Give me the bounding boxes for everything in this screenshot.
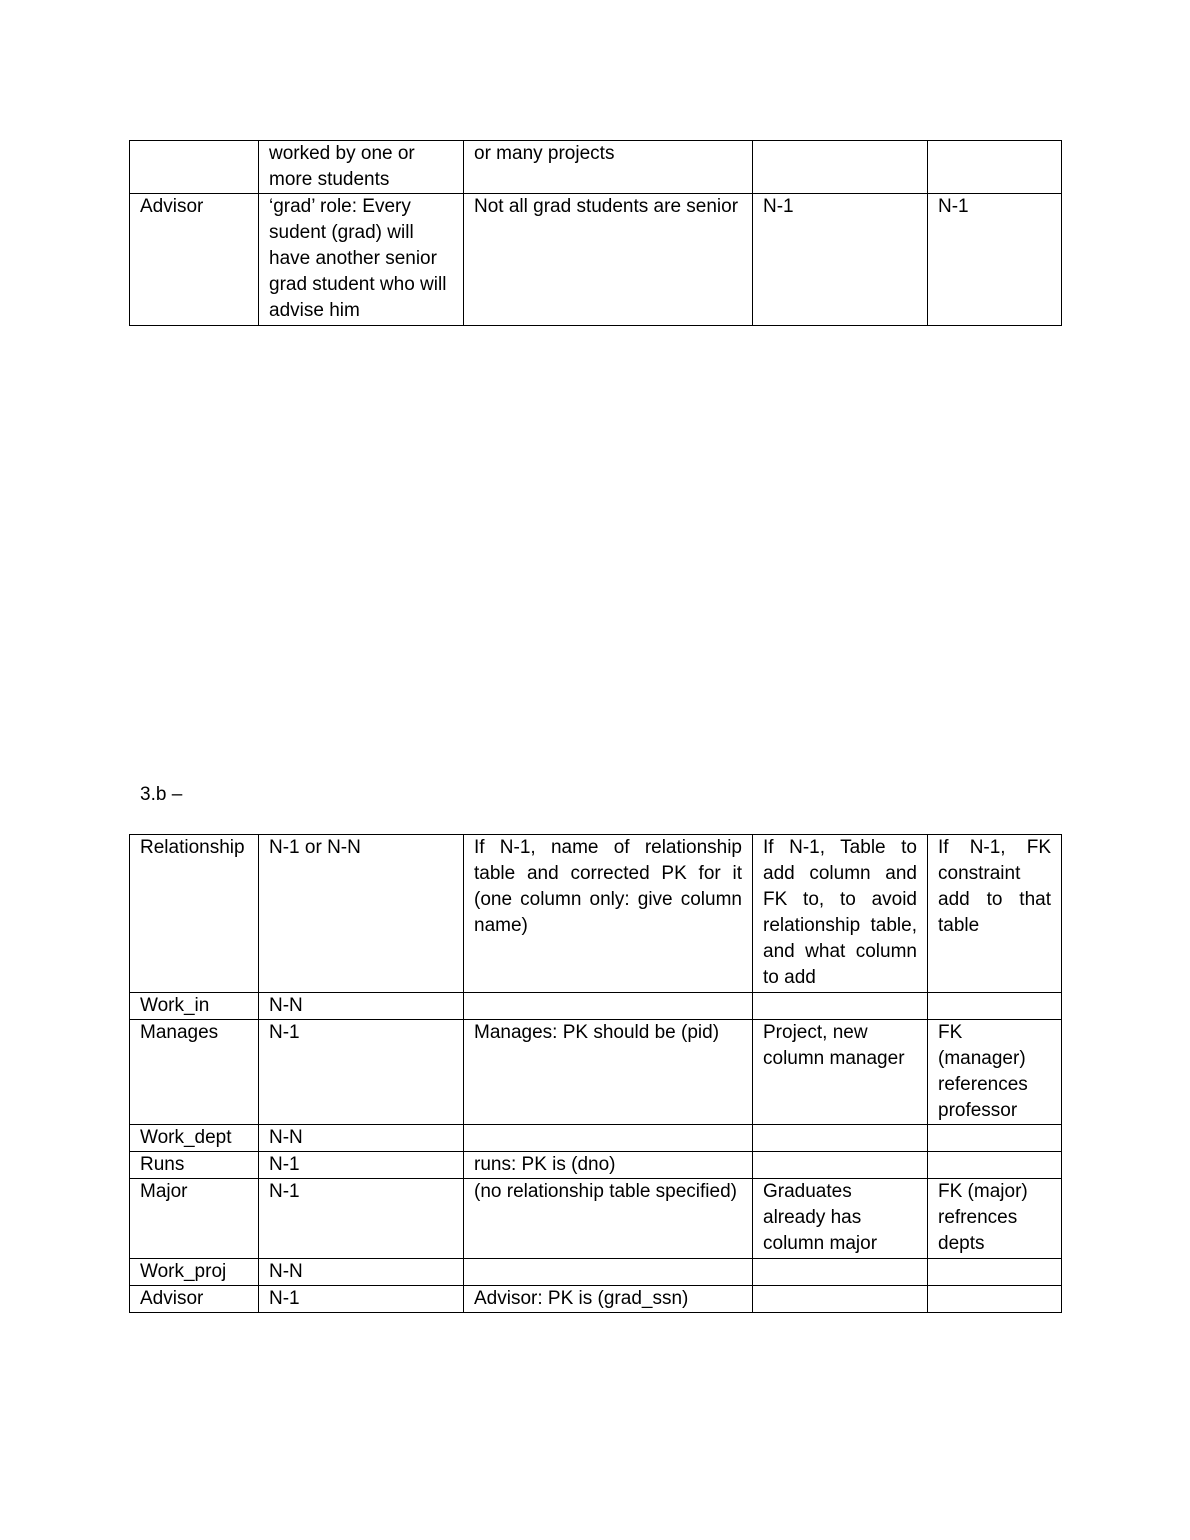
table-cell: N-N (259, 1259, 464, 1286)
table-cell: Work_in (130, 993, 259, 1020)
relationship-notes-table-continued (129, 140, 1062, 326)
table-cell: Work_dept (130, 1125, 259, 1152)
table-cell: Not all grad students are senior (464, 194, 753, 326)
table-cell: (no relationship table specified) (464, 1179, 753, 1259)
table-cell: N-1 (753, 194, 928, 326)
table-cell: Manages: PK should be (pid) (464, 1020, 753, 1125)
table-cell: worked by one or more students (259, 141, 464, 194)
table-row (130, 993, 1062, 1020)
table-cell: FK (major) refrences depts (928, 1179, 1062, 1259)
table-row (130, 1125, 1062, 1152)
column-header: If N-1, FK constraint add to that table (928, 835, 1062, 993)
section-heading: 3.b – (140, 784, 183, 805)
table-row (130, 194, 1062, 326)
table-cell (753, 1125, 928, 1152)
relationship-cardinality-table (129, 834, 1062, 1313)
table-cell: Project, new column manager (753, 1020, 928, 1125)
table-cell: Advisor (130, 194, 259, 326)
table-cell: Advisor: PK is (grad_ssn) (464, 1286, 753, 1313)
table-cell: Manages (130, 1020, 259, 1125)
table-row (130, 1020, 1062, 1125)
table-cell: or many projects (464, 141, 753, 194)
table-cell: N-1 (259, 1152, 464, 1179)
table-cell: runs: PK is (dno) (464, 1152, 753, 1179)
table-cell: ‘grad’ role: Every sudent (grad) will have another senior grad student who will advise him (259, 194, 464, 326)
table-cell (130, 141, 259, 194)
table-row (130, 1259, 1062, 1286)
table-row (130, 141, 1062, 194)
table-row (130, 1152, 1062, 1179)
column-header: N-1 or N-N (259, 835, 464, 993)
table-cell (753, 1286, 928, 1313)
table-cell (464, 1259, 753, 1286)
table-cell: Advisor (130, 1286, 259, 1313)
table-cell: N-N (259, 1125, 464, 1152)
column-header: If N-1, name of relationship table and corrected PK for it (one column only: give column name) (464, 835, 753, 993)
table-cell (928, 1152, 1062, 1179)
table-cell: N-1 (259, 1020, 464, 1125)
table-cell: FK (manager) references professor (928, 1020, 1062, 1125)
table-cell: Major (130, 1179, 259, 1259)
table-cell: Work_proj (130, 1259, 259, 1286)
table-cell (753, 993, 928, 1020)
table-cell (928, 141, 1062, 194)
table-cell (464, 1125, 753, 1152)
table-cell (928, 993, 1062, 1020)
table-cell (928, 1286, 1062, 1313)
table-cell (753, 1152, 928, 1179)
table-cell (753, 141, 928, 194)
table-cell: N-N (259, 993, 464, 1020)
table-cell: N-1 (259, 1179, 464, 1259)
table-header-row (130, 835, 1062, 993)
column-header: If N-1, Table to add column and FK to, to avoid relationship table, and what column to add (753, 835, 928, 993)
table-row (130, 1179, 1062, 1259)
table-cell (464, 993, 753, 1020)
table-cell: N-1 (259, 1286, 464, 1313)
table-row (130, 1286, 1062, 1313)
column-header: Relationship (130, 835, 259, 993)
table-cell: Graduates already has column major (753, 1179, 928, 1259)
table-cell (928, 1259, 1062, 1286)
table-cell: N-1 (928, 194, 1062, 326)
table-cell: Runs (130, 1152, 259, 1179)
table-cell (928, 1125, 1062, 1152)
table-cell (753, 1259, 928, 1286)
